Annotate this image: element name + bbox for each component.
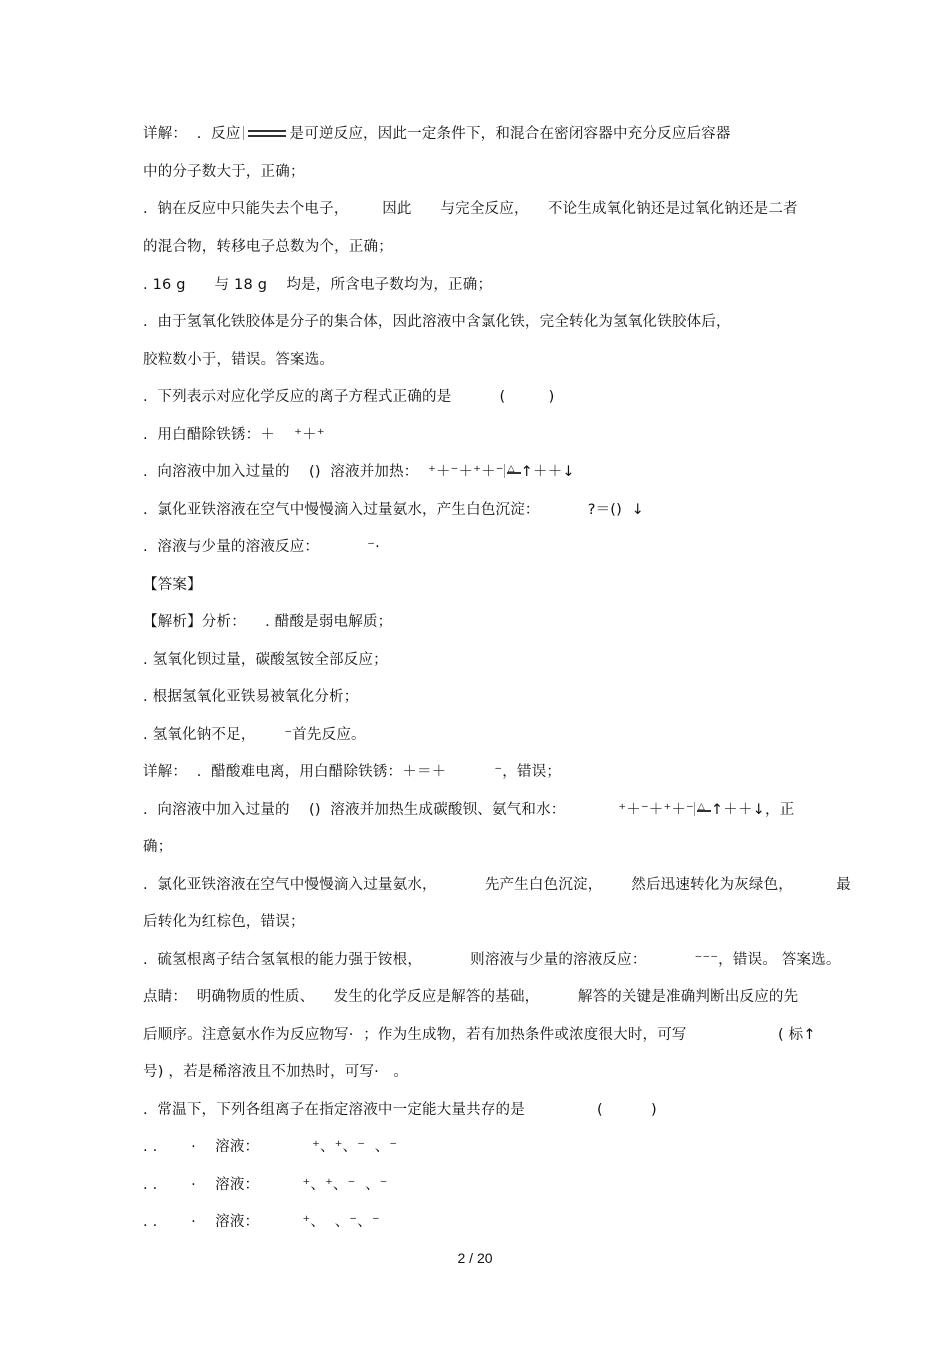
- text-line: 胶粒数小于，错误。答案选。: [143, 352, 335, 368]
- text-line: . 氯化亚铁溶液在空气中慢慢滴入过量氨水， 先产生白色沉淀， 然后迅速转化为灰绿色， 最: [143, 877, 851, 893]
- page-number: 2 / 20: [457, 1250, 493, 1266]
- option-line: . . · 溶液： ⁺、⁺、⁻ 、⁻: [143, 1139, 398, 1155]
- option-line: . . · 溶液： ⁺、⁺、⁻ 、⁻: [143, 1177, 388, 1193]
- heating-condition-icon: [694, 802, 711, 816]
- question-stem: . 下列表示对应化学反应的离子方程式正确的是 ( ): [143, 389, 555, 405]
- text-line: . 向溶液中加入过量的 () 溶液并加热生成碳酸钡、氨气和水： ⁺＋⁻＋⁺＋⁻△ ↑＋＋↓，正: [143, 800, 794, 820]
- text-line: 后顺序。注意氨水作为反应物写· ；作为生成物，若有加热条件或浓度很大时，可写 ( 标↑: [143, 1027, 816, 1043]
- text-line: . 根据氢氧化亚铁易被氧化分析；: [143, 689, 359, 705]
- text-line: . 钠在反应中只能失去个电子， 因此 与完全反应， 不论生成氧化钠还是过氧化钠还是二者: [143, 201, 798, 217]
- text-line: 确；: [143, 839, 173, 855]
- text-line: 详解： . 醋酸难电离，用白醋除铁锈：＋＝＋ ⁻，错误；: [143, 764, 562, 780]
- question-stem: . 常温下，下列各组离子在指定溶液中一定能大量共存的是 ( ): [143, 1102, 657, 1118]
- option-line: . 溶液与少量的溶液反应： ⁻·: [143, 539, 380, 555]
- analysis-heading: 【解析】分析： . 醋酸是弱电解质；: [143, 614, 393, 630]
- answer-heading: 【答案】: [143, 577, 202, 593]
- text-line: 后转化为红棕色，错误；: [143, 914, 305, 930]
- reversible-arrow-icon: [243, 126, 288, 140]
- text-line: 号) ，若是稀溶液且不加热时，可写· 。: [143, 1064, 409, 1080]
- text-line: . 16 g 与 18 g 均是，所含电子数均为，正确；: [143, 277, 493, 293]
- option-line: . . · 溶液： ⁺、 、⁻、⁻: [143, 1214, 380, 1230]
- text-line: 详解： . 反应 是可逆反应，因此一定条件下，和混合在密闭容器中充分反应后容器: [143, 126, 731, 142]
- text-line: 中的分子数大于，正确；: [143, 164, 305, 180]
- option-line: . 用白醋除铁锈：＋ ⁺＋⁺: [143, 427, 325, 443]
- text-line: . 硫氢根离子结合氢氧根的能力强于铵根， 则溶液与少量的溶液反应： ⁻⁻⁻，错误。 答案选。: [143, 952, 841, 968]
- text-line: 的混合物，转移电子总数为个，正确；: [143, 239, 393, 255]
- option-line: . 氯化亚铁溶液在空气中慢慢滴入过量氨水，产生白色沉淀： ?＝() ↓: [143, 502, 644, 518]
- tip-line: 点睛： 明确物质的性质、 发生的化学反应是解答的基础， 解答的关键是准确判断出反应的先: [143, 989, 799, 1005]
- option-line: . 向溶液中加入过量的 () 溶液并加热： ⁺＋⁻＋⁺＋⁻△ ↑＋＋↓: [143, 462, 575, 482]
- text-line: . 由于氢氧化铁胶体是分子的集合体，因此溶液中含氯化铁，完全转化为氢氧化铁胶体后，: [143, 314, 731, 330]
- heating-condition-icon: [504, 464, 521, 478]
- text-line: . 氢氧化钡过量，碳酸氢铵全部反应；: [143, 652, 388, 668]
- text-line: . 氢氧化钠不足， ⁻首先反应。: [143, 727, 366, 743]
